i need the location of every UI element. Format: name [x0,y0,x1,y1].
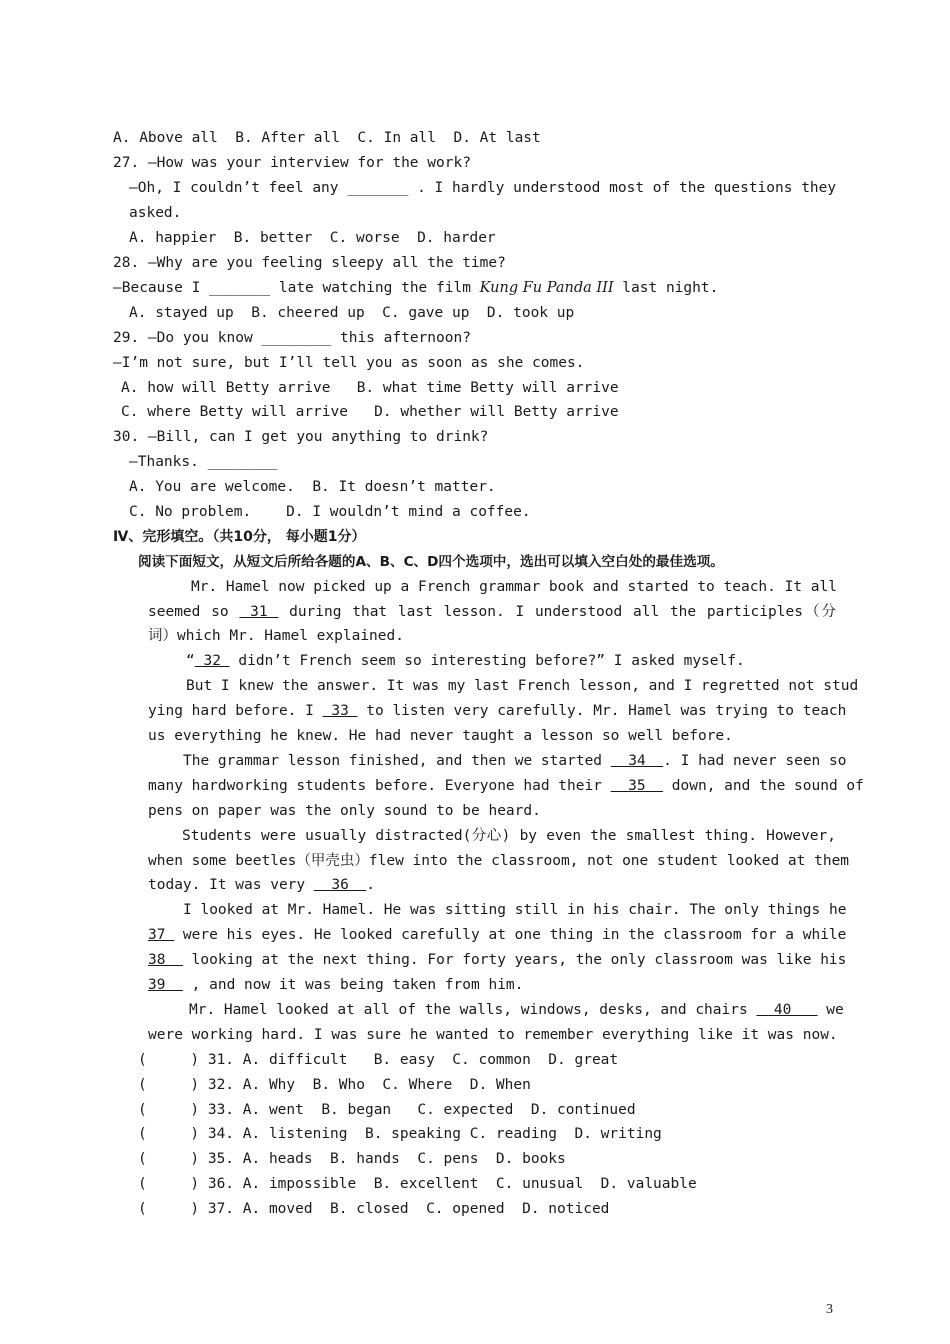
question-27: 27. —How was your interview for the work? [113,155,471,171]
blank-28: _______ [209,280,271,296]
question-28-reply: —Because I _______ late watching the film Kung Fu Panda III last night. [113,280,719,296]
blank-29: ________ [261,330,332,346]
passage-line: were working hard. I was sure he wanted to remember everything like it was now. [148,1027,838,1043]
cloze-question-37: ( ) 37. A. moved B. closed C. opened D. noticed [138,1201,610,1217]
blank-32: 32 [194,653,230,669]
options-q27: A. happier B. better C. worse D. harder [129,230,496,246]
passage-line: I looked at Mr. Hamel. He was sitting still in his chair. The only things he [183,902,847,918]
question-29: 29. —Do you know ________ this afternoon? [113,330,471,346]
passage-line: 38 looking at the next thing. For forty years, the only classroom was like his [148,952,847,968]
passage-line: But I knew the answer. It was my last French lesson, and I regretted not stud [186,678,859,694]
passage-line: many hardworking students before. Everyone had their 35 down, and the sound of [148,778,864,794]
cloze-question-32: ( ) 32. A. Why B. Who C. Where D. When [138,1077,531,1093]
blank-37: 37 [148,927,175,943]
question-30: 30. —Bill, can I get you anything to drink? [113,429,489,445]
passage-line: Mr. Hamel now picked up a French grammar book and started to teach. It all [191,579,838,595]
passage-line: when some beetles（甲壳虫）flew into the classroom, not one student looked at them [148,853,850,869]
blank-36: 36 [313,877,367,893]
blank-27: _______ [347,180,409,196]
cloze-question-36: ( ) 36. A. impossible B. excellent C. unusual D. valuable [138,1176,697,1192]
passage-line: Students were usually distracted(分心) by even the smallest thing. However, [182,828,836,844]
passage-line: us everything he knew. He had never taught a lesson so well before. [148,728,733,744]
question-28: 28. —Why are you feeling sleepy all the time? [113,255,506,271]
section-instructions: 阅读下面短文，从短文后所给各题的A、B、C、D四个选项中，选出可以填入空白处的最佳选项。 [138,554,724,570]
section-heading-cloze: Ⅳ、完形填空。（共10分， 每小题1分） [113,529,366,545]
options-q29-ab: A. how will Betty arrive B. what time Betty will arrive [121,380,619,396]
passage-line: today. It was very 36 . [148,877,375,893]
question-29-reply: —I’m not sure, but I’ll tell you as soon as she comes. [113,355,585,371]
cloze-question-33: ( ) 33. A. went B. began C. expected D. continued [138,1102,636,1118]
blank-35: 35 [610,778,664,794]
question-30-reply: —Thanks. ________ [129,454,278,470]
options-q29-cd: C. where Betty will arrive D. whether will Betty arrive [121,404,619,420]
cloze-question-31: ( ) 31. A. difficult B. easy C. common D. great [138,1052,619,1068]
options-q30-ab: A. You are welcome. B. It doesn’t matter. [129,479,496,495]
passage-line: pens on paper was the only sound to be heard. [148,803,541,819]
cloze-question-35: ( ) 35. A. heads B. hands C. pens D. books [138,1151,566,1167]
cloze-question-34: ( ) 34. A. listening B. speaking C. reading D. writing [138,1126,662,1142]
passage-line: Mr. Hamel looked at all of the walls, windows, desks, and chairs 40 we [189,1002,844,1018]
blank-30: ________ [207,454,278,470]
options-q26: A. Above all B. After all C. In all D. At last [113,130,541,146]
blank-33: 33 [322,703,358,719]
question-27-reply: —Oh, I couldn’t feel any _______ . I hardly understood most of the questions they [129,180,837,196]
question-27-reply-cont: asked. [129,205,182,221]
blank-31: 31 [239,604,279,620]
passage-line: 词）which Mr. Hamel explained. [148,628,404,644]
passage-line: “ 32 didn’t French seem so interesting before?” I asked myself. [186,653,745,669]
blank-40: 40 [756,1002,818,1018]
options-q30-cd: C. No problem. D. I wouldn’t mind a coffee. [129,504,531,520]
film-title: Kung Fu Panda III [479,280,614,296]
options-q28: A. stayed up B. cheered up C. gave up D. took up [129,305,575,321]
passage-line: ying hard before. I 33 to listen very carefully. Mr. Hamel was trying to teach [148,703,847,719]
passage-line: seemed so 31 during that last lesson. I understood all the participles（分 [148,604,836,620]
passage-line: 39 , and now it was being taken from him. [148,977,524,993]
page-number: 3 [826,1302,833,1317]
passage-line: 37 were his eyes. He looked carefully at one thing in the classroom for a while [148,927,847,943]
passage-line: The grammar lesson finished, and then we started 34 . I had never seen so [183,753,847,769]
blank-39: 39 [148,977,183,993]
blank-38: 38 [148,952,183,968]
blank-34: 34 [610,753,664,769]
